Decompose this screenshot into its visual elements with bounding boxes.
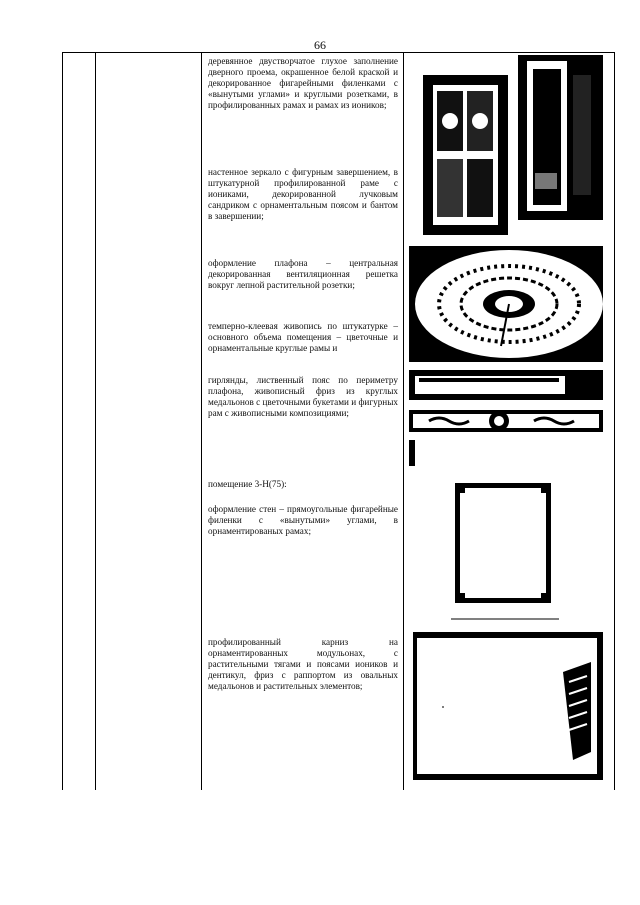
table-col-border-2 bbox=[95, 52, 96, 790]
page-number: 66 bbox=[314, 38, 326, 52]
door-mirror-photo bbox=[423, 55, 603, 235]
entry-tempera: темперно-клеевая живопись по штукатурке – основного объема помещения – цветочные и орнаментальные круглые рамы и bbox=[208, 321, 398, 353]
room-heading: помещение 3-Н(75): bbox=[208, 479, 287, 489]
entry-walls: оформление стен – прямоугольные фигарейные филенки с «вынутыми» углами, в орнаментированых рамах; bbox=[208, 504, 398, 536]
entry-garlands: гирлянды, лиственный пояс по периметру плафона, живописный фриз из круглых медальонов с цветочными букетами и фигурных рам с живописными композициями; bbox=[208, 375, 398, 418]
table-col-border-right bbox=[614, 52, 615, 790]
entry-cornice: профилированный карниз на орнаментированных модульонах, с растительными тягами и поясами иоников и дентикул, фриз с раппортом из овальных медальонов и растительных элементов; bbox=[208, 637, 398, 691]
table-col-border-3 bbox=[201, 52, 202, 790]
cornice-photo bbox=[413, 632, 603, 780]
entry-plafond: оформление плафона – центральная декорированная вентиляционная решетка вокруг лепной растительной розетки; bbox=[208, 258, 398, 290]
ceiling-rosette-photo bbox=[409, 246, 603, 362]
painted-frieze-photo bbox=[409, 370, 603, 466]
table-top-border bbox=[62, 52, 615, 53]
wall-panel-photo bbox=[451, 481, 559, 623]
entry-mirror: настенное зеркало с фигурным завершением, в штукатурной профилированной раме с иониками, декорированной лучковым сандриком с орнаментальным поясом и бантом в завершении; bbox=[208, 167, 398, 221]
table-col-border-4 bbox=[403, 52, 404, 790]
entry-door: деревянное двустворчатое глухое заполнение дверного проема, окрашенное белой краской и декорированное фигарейными филенками с «вынутыми углами» и круглыми розетками, в профилированных рамах и рамах из иоников; bbox=[208, 56, 398, 110]
table-col-border-left bbox=[62, 52, 63, 790]
